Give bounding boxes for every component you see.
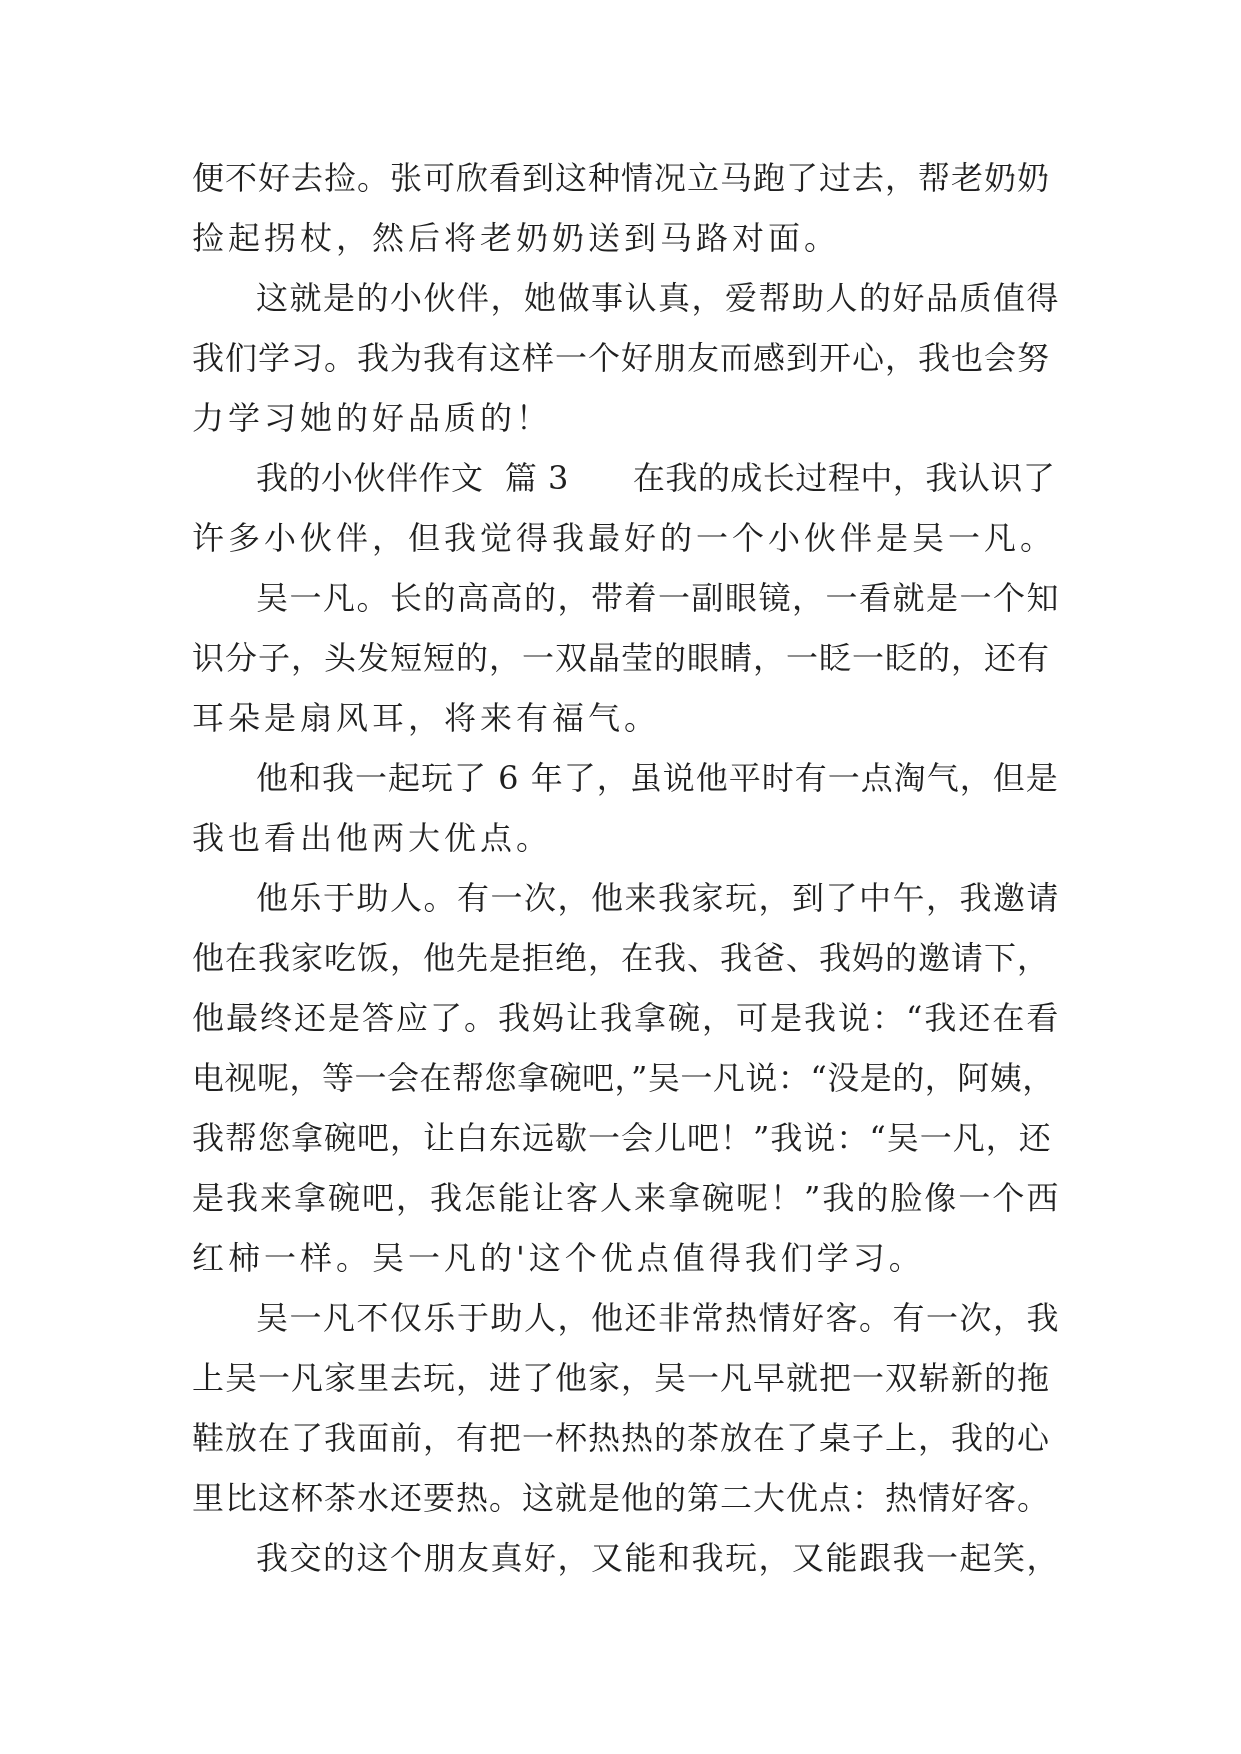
text-line: 便不好去捡。张可欣看到这种情况立马跑了过去，帮老奶奶 bbox=[192, 159, 1051, 197]
text-line: 他乐于助人。有一次，他来我家玩，到了中午，我邀请 bbox=[256, 879, 1061, 917]
text-line: 力学习她的好品质的！ bbox=[192, 399, 553, 437]
text-line: 里比这杯茶水还要热。这就是他的第二大优点：热情好客。 bbox=[192, 1479, 1051, 1517]
text-line: 上吴一凡家里去玩，进了他家，吴一凡早就把一双崭新的拖 bbox=[192, 1359, 1051, 1397]
text-line: 捡起拐杖，然后将老奶奶送到马路对面。 bbox=[192, 219, 841, 257]
text-line: 我也看出他两大优点。 bbox=[192, 819, 553, 857]
text-line: 电视呢，等一会在帮您拿碗吧，”吴一凡说：“没是的，阿姨， bbox=[192, 1059, 1055, 1097]
text-line: 是我来拿碗吧，我怎能让客人来拿碗呢！”我的脸像一个西 bbox=[192, 1179, 1061, 1217]
text-line: 鞋放在了我面前，有把一杯热热的茶放在了桌子上，我的心 bbox=[192, 1419, 1051, 1457]
text-line: 红柿一样。吴一凡的'这个优点值得我们学习。 bbox=[192, 1239, 925, 1277]
text-line: 他在我家吃饭，他先是拒绝，在我、我爸、我妈的邀请下， bbox=[192, 939, 1051, 977]
text-line: 我帮您拿碗吧，让白东远歇一会儿吧！”我说：“吴一凡，还 bbox=[192, 1119, 1052, 1157]
section-heading-line: 我的小伙伴作文 篇 3 在我的成长过程中，我认识了 bbox=[256, 459, 1056, 497]
text-line: 我们学习。我为我有这样一个好朋友而感到开心，我也会努 bbox=[192, 339, 1051, 377]
text-line: 识分子，头发短短的，一双晶莹的眼睛，一眨一眨的，还有 bbox=[192, 639, 1051, 677]
text-line: 他和我一起玩了 6 年了，虽说他平时有一点淘气，但是 bbox=[256, 759, 1059, 797]
text-line: 我交的这个朋友真好，又能和我玩，又能跟我一起笑， bbox=[256, 1539, 1061, 1577]
text-line: 这就是的小伙伴，她做事认真，爱帮助人的好品质值得 bbox=[256, 279, 1061, 317]
text-line: 许多小伙伴，但我觉得我最好的一个小伙伴是吴一凡。 bbox=[192, 519, 1057, 557]
text-line: 耳朵是扇风耳，将来有福气。 bbox=[192, 699, 661, 737]
text-line: 吴一凡。长的高高的，带着一副眼镜，一看就是一个知 bbox=[256, 579, 1061, 617]
text-line: 吴一凡不仅乐于助人，他还非常热情好客。有一次，我 bbox=[256, 1299, 1061, 1337]
document-body bbox=[192, 148, 1062, 1588]
text-line: 他最终还是答应了。我妈让我拿碗，可是我说：“我还在看 bbox=[192, 999, 1061, 1037]
